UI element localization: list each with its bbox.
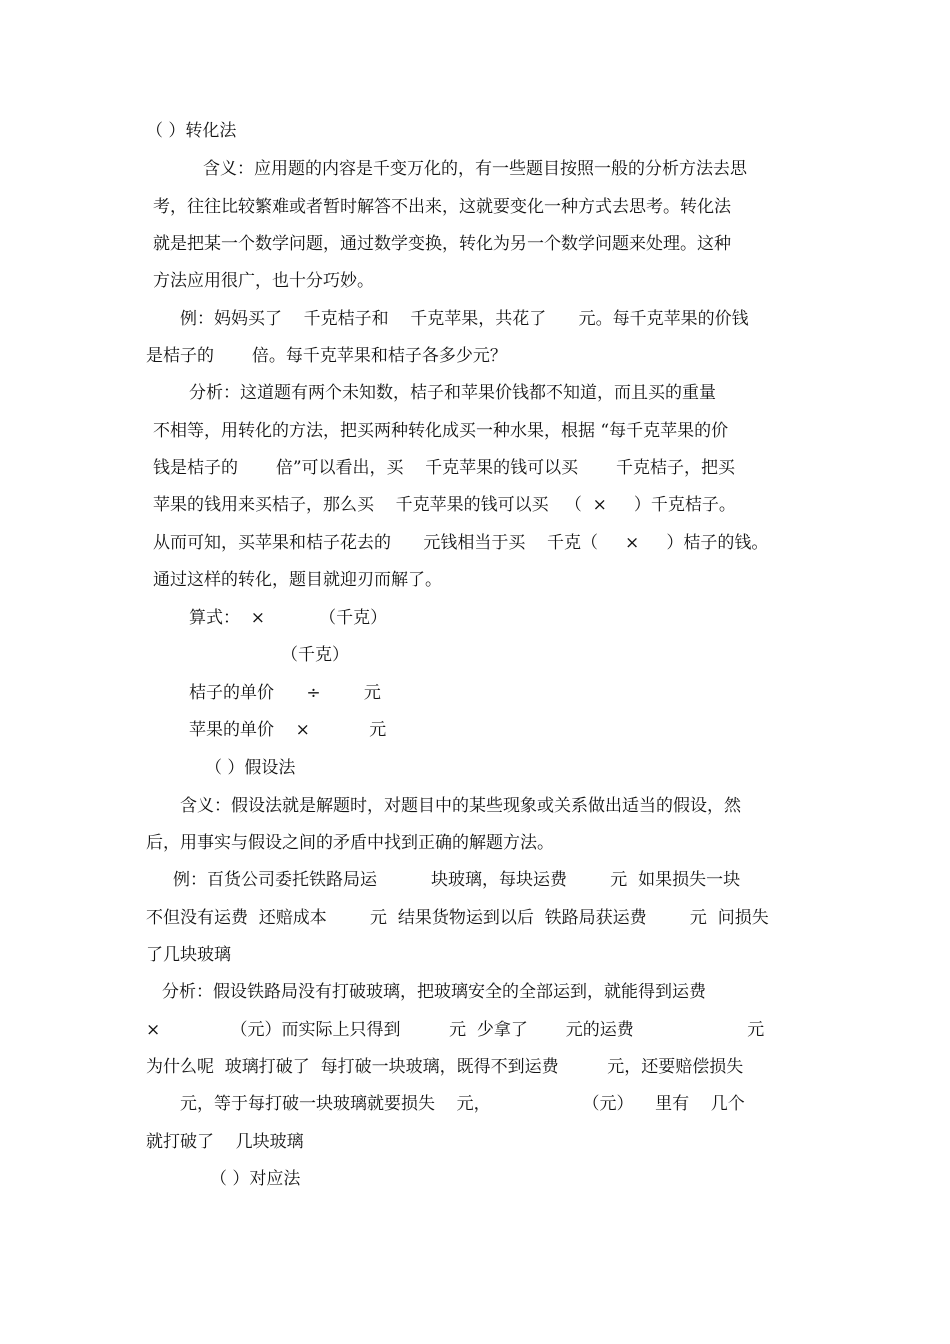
assumption-analysis-line-5: 就打破了 几块玻璃 (146, 1132, 304, 1152)
analysis-line-6: 通过这样的转化，题目就迎刃而解了。 (153, 570, 442, 590)
analysis-line-4: 苹果的钱用来买桔子，那么买 千克苹果的钱可以买 （ × ）千克桔子。 (153, 495, 736, 515)
section-heading-assumption: （ ）假设法 (205, 758, 296, 778)
analysis-line-2: 不相等，用转化的方法，把买两种转化成买一种水果，根据 “每千克苹果的价 (153, 421, 729, 441)
meaning-line-2: 考，往往比较繁难或者暂时解答不出来，这就要变化一种方式去思考。转化法 (153, 197, 731, 217)
meaning-line-3: 就是把某一个数学问题，通过数学变换，转化为另一个数学问题来处理。这种 (153, 234, 731, 254)
assumption-example-line-2: 不但没有运费 还赔成本 元 结果货物运到以后 铁路局获运费 元 问损失 (146, 908, 769, 928)
assumption-meaning-line-2: 后，用事实与假设之间的矛盾中找到正确的解题方法。 (146, 833, 554, 853)
analysis-line-1: 分析：这道题有两个未知数，桔子和苹果价钱都不知道，而且买的重量 (189, 383, 716, 403)
meaning-line-1: 含义：应用题的内容是千变万化的，有一些题目按照一般的分析方法去思 (203, 159, 747, 179)
assumption-example-line-1: 例：百货公司委托铁路局运 块玻璃，每块运费 元 如果损失一块 (173, 870, 741, 890)
section-heading-correspondence: （ ）对应法 (210, 1169, 301, 1189)
formula-line-4: 苹果的单价 × 元 (189, 720, 387, 740)
formula-line-2: （千克） (281, 645, 349, 665)
example-line-2: 是桔子的 倍。每千克苹果和桔子各多少元？ (146, 346, 507, 366)
assumption-analysis-line-4: 元，等于每打破一块玻璃就要损失 元， （元） 里有 几个 (180, 1094, 745, 1114)
formula-line-1: 算式： × （千克） (189, 608, 388, 628)
section-heading-conversion: （ ）转化法 (146, 121, 237, 141)
assumption-analysis-line-3: 为什么呢 玻璃打破了 每打破一块玻璃，既得不到运费 元，还要赔偿损失 (146, 1057, 744, 1077)
formula-line-3: 桔子的单价 ÷ 元 (189, 683, 381, 703)
assumption-analysis-line-1: 分析：假设铁路局没有打破玻璃，把玻璃安全的全部运到，就能得到运费 (162, 982, 706, 1002)
assumption-example-line-3: 了几块玻璃 (146, 945, 231, 965)
analysis-line-3: 钱是桔子的 倍”可以看出，买 千克苹果的钱可以买 千克桔子，把买 (153, 458, 735, 478)
assumption-analysis-line-2: × （元）而实际上只得到 元 少拿了 元的运费 元 (146, 1020, 765, 1040)
meaning-line-4: 方法应用很广，也十分巧妙。 (153, 271, 374, 291)
example-line-1: 例：妈妈买了 千克桔子和 千克苹果，共花了 元。每千克苹果的价钱 (180, 309, 749, 329)
assumption-meaning-line-1: 含义：假设法就是解题时，对题目中的某些现象或关系做出适当的假设，然 (180, 796, 741, 816)
analysis-line-5: 从而可知，买苹果和桔子花去的 元钱相当于买 千克（ × ）桔子的钱。 (153, 533, 769, 553)
